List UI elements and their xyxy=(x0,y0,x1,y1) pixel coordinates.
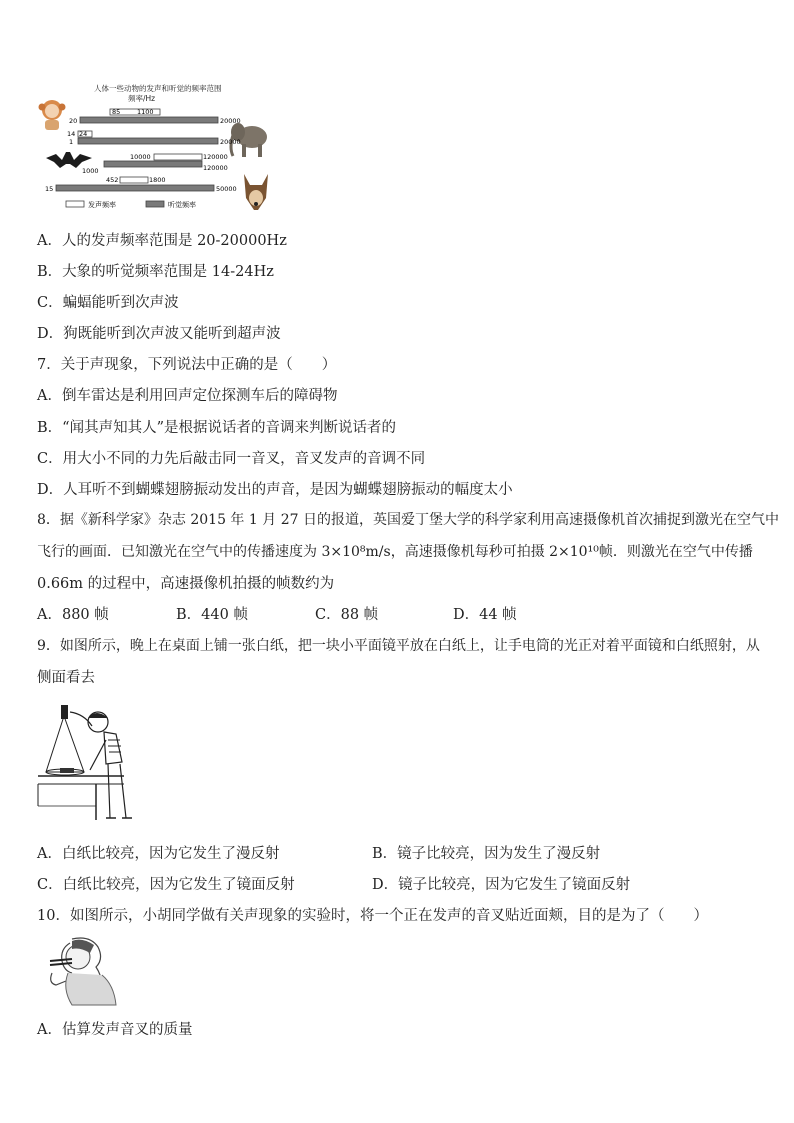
q10-option-a: A．估算发声音叉的质量 xyxy=(37,1022,193,1038)
q8-option-b: B．440 帧 xyxy=(176,607,248,623)
human-hear-max: 20000 xyxy=(220,117,241,125)
chart-title: 人体一些动物的发声和听觉的频率范围 xyxy=(94,84,222,93)
tuning-fork-drawing xyxy=(42,935,120,1009)
girl-figure xyxy=(39,100,66,130)
elephant-voice-max: 24 xyxy=(79,130,88,138)
dog-hear-min: 15 xyxy=(45,185,54,193)
dog-voice-bar xyxy=(120,177,148,183)
q8-option-a: A．880 帧 xyxy=(37,607,109,623)
q8-stem-line1: 8．据《新科学家》杂志 2015 年 1 月 27 日的报道，英国爱丁堡大学的科学家利用高速摄像机首次捕捉到激光在空气中 xyxy=(37,512,779,528)
bat-voice-min: 10000 xyxy=(130,153,151,161)
q6-option-d: D．狗既能听到次声波又能听到超声波 xyxy=(37,326,281,342)
bat-hear-max: 120000 xyxy=(203,164,228,172)
bat-voice-bar xyxy=(154,154,202,160)
human-voice-max: 1100 xyxy=(137,108,154,116)
elephant-voice-min: 14 xyxy=(67,130,76,138)
flashlight-experiment-figure xyxy=(36,700,146,822)
elephant-hear-max: 20000 xyxy=(220,138,241,146)
q6-option-c: C．蝙蝠能听到次声波 xyxy=(37,295,179,311)
bat-voice-max: 120000 xyxy=(203,153,228,161)
frequency-range-chart xyxy=(36,80,281,215)
q9-option-d: D．镜子比较亮，因为它发生了镜面反射 xyxy=(372,877,631,893)
elephant-hearing-bar xyxy=(78,138,218,144)
legend-hearing-swatch xyxy=(146,201,164,207)
legend-hearing-label: 听觉频率 xyxy=(168,201,196,209)
legend-voice-label: 发声频率 xyxy=(88,201,116,209)
q6-option-b: B．大象的听觉频率范围是 14-24Hz xyxy=(37,264,274,280)
q7-option-a: A．倒车雷达是利用回声定位探测车后的障碍物 xyxy=(37,388,338,404)
bat-hearing-bar xyxy=(104,161,202,167)
human-hear-min: 20 xyxy=(69,117,78,125)
q7-option-b: B．“闻其声知其人”是根据说话者的音调来判断说话者的 xyxy=(37,420,396,436)
human-hearing-bar xyxy=(80,117,218,123)
q7-stem: 7．关于声现象，下列说法中正确的是（ ） xyxy=(37,357,337,373)
mirror-icon xyxy=(60,768,74,773)
q9-option-c: C．白纸比较亮，因为它发生了镜面反射 xyxy=(37,877,295,893)
dog-figure xyxy=(244,174,268,210)
q9-stem-line2: 侧面看去 xyxy=(37,670,95,686)
tuning-fork-experiment-figure xyxy=(42,935,120,1009)
q8-option-c: C．88 帧 xyxy=(315,607,379,623)
q9-stem-line1: 9．如图所示，晚上在桌面上铺一张白纸，把一块小平面镜平放在白纸上，让手电筒的光正对着平面镜和白纸照射，从 xyxy=(37,638,760,654)
q10-stem: 10．如图所示，小胡同学做有关声现象的实验时，将一个正在发声的音叉贴近面颊，目的是为了（ ） xyxy=(37,908,708,924)
flashlight-experiment-drawing xyxy=(36,700,146,822)
bat-hear-min: 1000 xyxy=(82,167,99,175)
q6-option-a: A．人的发声频率范围是 20-20000Hz xyxy=(37,233,287,249)
dog-voice-max: 1800 xyxy=(149,176,166,184)
chart-unit: 频率/Hz xyxy=(128,94,156,103)
frequency-range-figure xyxy=(36,80,281,215)
dog-hear-max: 50000 xyxy=(216,185,237,193)
human-voice-min: 85 xyxy=(112,108,121,116)
q8-stem-line2: 飞行的画面．已知激光在空气中的传播速度为 3×10⁸m/s，高速摄像机每秒可拍摄 2×10¹⁰帧．则激光在空气中传播 xyxy=(37,544,753,560)
q8-option-d: D．44 帧 xyxy=(453,607,517,623)
q7-option-d: D．人耳听不到蝴蝶翅膀振动发出的声音，是因为蝴蝶翅膀振动的幅度太小 xyxy=(37,482,513,498)
q9-option-a: A．白纸比较亮，因为它发生了漫反射 xyxy=(37,846,280,862)
legend-voice-swatch xyxy=(66,201,84,207)
q8-stem-line3: 0.66m 的过程中，高速摄像机拍摄的帧数约为 xyxy=(37,576,335,592)
dog-voice-min: 452 xyxy=(106,176,119,184)
flashlight-icon xyxy=(61,705,68,719)
q9-option-b: B．镜子比较亮，因为发生了漫反射 xyxy=(372,846,601,862)
bat-figure xyxy=(46,152,92,168)
elephant-hear-min: 1 xyxy=(69,138,74,146)
dog-hearing-bar xyxy=(56,185,214,191)
q7-option-c: C．用大小不同的力先后敲击同一音叉，音叉发声的音调不同 xyxy=(37,451,426,467)
